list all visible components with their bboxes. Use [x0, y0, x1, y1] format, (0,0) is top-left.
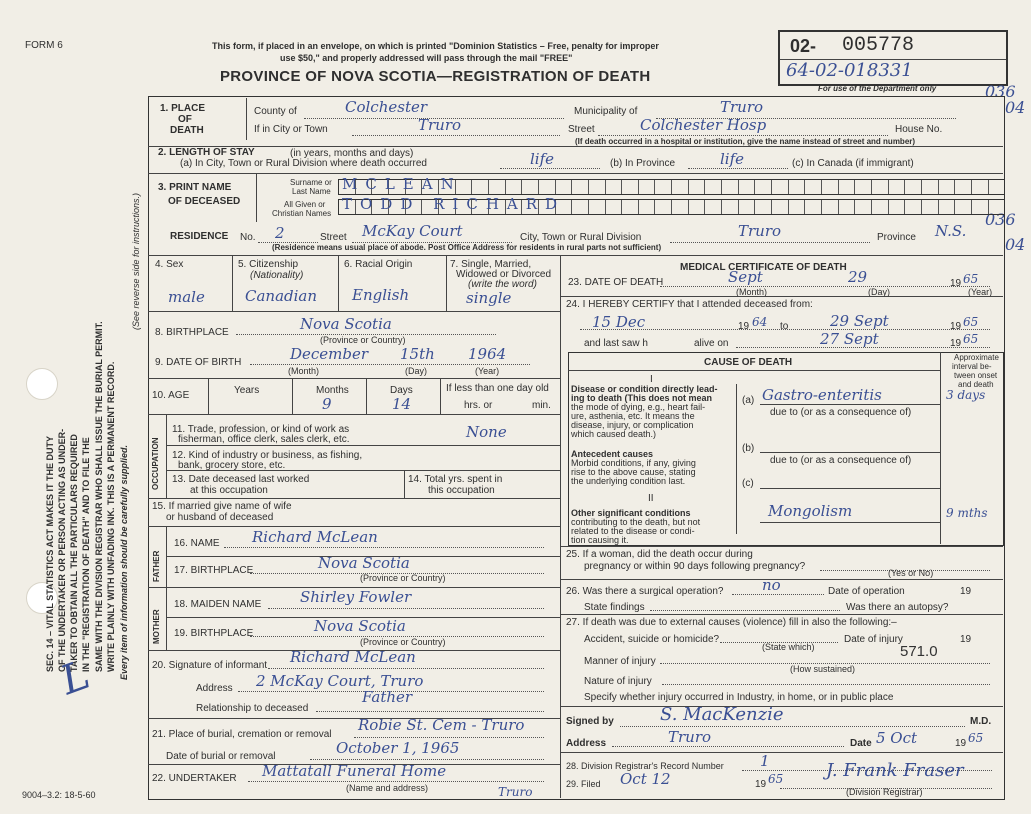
municipality-label: Municipality of	[574, 106, 638, 117]
antecedent-label: rise to the above cause, stating	[571, 467, 696, 477]
undertaker-city: Truro	[498, 785, 533, 799]
year-prefix: 19	[960, 586, 972, 597]
surname-value: MCLEAN	[342, 175, 462, 193]
burial-label: 21. Place of burial, cremation or removal	[152, 729, 332, 740]
q15-label: or husband of deceased	[166, 512, 274, 523]
house-label: House No.	[895, 124, 943, 135]
sign-year: 65	[968, 731, 984, 745]
cause-c-label: (c)	[742, 478, 754, 489]
injury-date-label: Date of injury	[844, 634, 903, 645]
q24-label: 24. I HEREBY CERTIFY that I attended deceased from:	[566, 299, 813, 310]
side-instruction: OF THE UNDERTAKER OR PERSON ACTING AS UNDER-	[57, 428, 67, 672]
filed-year: 65	[768, 772, 784, 786]
specify-label: Specify whether injury occurred in Industry, in home, or in public place	[584, 692, 894, 703]
interval-label: interval be-	[952, 362, 992, 371]
stay-c-label: (c) In Canada (if immigrant)	[792, 158, 914, 169]
days-value: 14	[392, 395, 412, 413]
due-to-label: due to (or as a consequence of)	[770, 407, 912, 418]
undertaker-value: Mattatall Funeral Home	[262, 762, 447, 780]
citizenship-sub: (Nationality)	[250, 270, 304, 281]
q12-label: bank, grocery store, etc.	[178, 460, 286, 471]
margin-code: 036	[985, 82, 1016, 101]
disease-label: which caused death.)	[571, 429, 657, 439]
side-instruction: SAME WITH THE DIVISION REGISTRAR WHO SHALL ISSUE THE BURIAL PERMIT.	[94, 321, 104, 672]
birthplace-sub: (Province or Country)	[320, 335, 406, 345]
informant-signature: Richard McLean	[290, 648, 416, 666]
margin-mark: L	[54, 651, 96, 705]
county-value: Colchester	[345, 98, 428, 116]
disease-label: Disease or condition directly lead-	[571, 384, 718, 394]
residence-street: McKay Court	[362, 222, 463, 240]
given-label: All Given or	[284, 200, 326, 209]
day-sub: (Day)	[868, 287, 890, 297]
year-prefix: 19	[950, 338, 962, 349]
physician-signature: S. MacKenzie	[660, 704, 784, 725]
due-to-label: due to (or as a consequence of)	[770, 455, 912, 466]
year-sub: (Year)	[968, 287, 993, 297]
signed-label: Signed by	[566, 716, 614, 727]
q15-label: 15. If married give name of wife	[152, 501, 292, 512]
form-number: FORM 6	[25, 40, 63, 51]
disease-label: the mode of dying, e.g., heart fail-	[571, 402, 706, 412]
attended-to: 29 Sept	[830, 312, 889, 330]
citizenship-label: 5. Citizenship	[238, 259, 299, 270]
burial-date-label: Date of burial or removal	[166, 751, 276, 762]
other-conditions-label: Other significant conditions	[571, 508, 691, 518]
mother-birthplace: Nova Scotia	[314, 617, 406, 635]
residence-label: RESIDENCE	[170, 231, 229, 242]
relation-label: Relationship to deceased	[196, 703, 309, 714]
column-divider	[560, 255, 561, 798]
racial-value: English	[352, 286, 410, 304]
how-sustained-sub: (How sustained)	[790, 664, 856, 674]
given-value: TODD RICHARD	[342, 195, 566, 213]
mother-birthplace-label: 19. BIRTHPLACE	[174, 628, 254, 639]
medical-heading: MEDICAL CERTIFICATE OF DEATH	[680, 262, 847, 273]
year-prefix: 19	[960, 634, 972, 645]
cause-heading: CAUSE OF DEATH	[704, 357, 793, 368]
year-prefix: 19	[755, 779, 767, 790]
month-sub: (Month)	[736, 287, 768, 297]
q25-label: 25. If a woman, did the death occur during	[566, 549, 753, 560]
less-day-label: If less than one day old	[446, 383, 549, 394]
q11-label: fisherman, office clerk, sales clerk, etc.	[178, 434, 350, 445]
birthplace-label: 8. BIRTHPLACE	[155, 327, 229, 338]
undertaker-label: 22. UNDERTAKER	[152, 773, 237, 784]
attended-from: 15 Dec	[592, 313, 646, 331]
autopsy-label: Was there an autopsy?	[846, 602, 949, 613]
year-prefix: 19	[955, 738, 967, 749]
undertaker-sub: (Name and address)	[346, 783, 429, 793]
citizenship-value: Canadian	[245, 287, 318, 305]
name-label: 3. PRINT NAME	[158, 182, 232, 193]
disease-label: ure, asthenia, etc. It means the	[571, 411, 695, 421]
day-sub: (Day)	[405, 366, 427, 376]
envelope-note-1: This form, if placed in an envelope, on which is printed "Dominion Statistics – Free, penalty for improper	[212, 41, 659, 51]
place-label: DEATH	[170, 125, 204, 136]
cause-a-label: (a)	[742, 395, 755, 406]
occupation-side-label: OCCUPATION	[151, 437, 160, 490]
department-number: 64-02-018331	[786, 60, 913, 81]
dob-year: 1964	[468, 345, 507, 363]
place-label: OF	[178, 114, 192, 125]
registrar-signature: J. Frank Fraser	[826, 760, 964, 781]
department-use-note: For use of the Department only	[818, 84, 937, 93]
racial-label: 6. Racial Origin	[344, 259, 413, 270]
father-birthplace-label: 17. BIRTHPLACE	[174, 565, 254, 576]
death-month: Sept	[728, 268, 763, 286]
filed-date: Oct 12	[620, 770, 671, 788]
q12-label: 12. Kind of industry or business, as fishing,	[172, 450, 363, 461]
place-label: 1. PLACE	[160, 103, 206, 114]
name-label: OF DECEASED	[168, 196, 241, 207]
interval-label: and death	[958, 380, 994, 389]
findings-label: State findings	[584, 602, 645, 613]
year-prefix: 19	[950, 278, 962, 289]
burial-place: Robie St. Cem - Truro	[358, 716, 525, 734]
sex-value: male	[168, 288, 205, 306]
md-label: M.D.	[970, 716, 992, 727]
burial-date: October 1, 1965	[336, 739, 460, 757]
residence-note: (Residence means usual place of abode. Post Office Address for residents in rural parts not sufficient)	[272, 243, 662, 252]
interval-label: Approximate	[954, 353, 999, 362]
disease-label: disease, injury, or complication	[571, 420, 694, 430]
q11-value: None	[466, 423, 507, 441]
surname-label: Surname or	[290, 178, 332, 187]
side-instruction: TAKER TO OBTAIN ALL THE PARTICULARS REQUIRED	[69, 434, 79, 672]
registration-number: 005778	[842, 34, 915, 57]
disease-label: ing to death (This does not mean	[571, 393, 713, 403]
given-label: Christian Names	[272, 209, 332, 218]
punch-hole	[26, 368, 58, 400]
marital-label: Widowed or Divorced	[456, 269, 552, 280]
margin-code: 036	[985, 210, 1016, 229]
informant-sig-label: 20. Signature of informant	[152, 660, 268, 671]
marital-label: (write the word)	[468, 279, 537, 290]
place-note: (If death occurred in a hospital or institution, give the name instead of street and number)	[575, 137, 916, 146]
min-label: min.	[532, 400, 551, 411]
registrar-sub: (Division Registrar)	[846, 787, 923, 797]
sex-label: 4. Sex	[155, 259, 184, 270]
sign-date-label: Date	[850, 738, 872, 749]
stay-b-value: life	[720, 150, 745, 168]
margin-code: 04	[1005, 235, 1026, 254]
street-label: Street	[568, 124, 595, 135]
side-instruction: SEC. 14 – VITAL STATISTICS ACT MAKES IT THE DUTY	[45, 435, 55, 672]
op-date-label: Date of operation	[828, 586, 905, 597]
q14-label: this occupation	[428, 485, 495, 496]
residence-province: N.S.	[935, 222, 967, 240]
year-sub: (Year)	[475, 366, 500, 376]
physician-address: Truro	[668, 728, 712, 746]
hrs-label: hrs. or	[464, 400, 493, 411]
stay-sub: (in years, months and days)	[290, 148, 414, 159]
antecedent-label: Morbid conditions, if any, giving	[571, 458, 696, 468]
cause-a-interval: 3 days	[946, 388, 986, 402]
q26-label: 26. Was there a surgical operation?	[566, 586, 724, 597]
state-which-sub: (State which)	[762, 642, 815, 652]
street-value: Colchester Hosp	[640, 116, 767, 134]
manner-value: 571.0	[900, 643, 938, 660]
stay-a-value: life	[530, 150, 555, 168]
days-label: Days	[390, 385, 413, 396]
year-prefix: 19	[950, 321, 962, 332]
mother-side-label: MOTHER	[152, 609, 161, 644]
death-day: 29	[848, 268, 868, 286]
q11-label: 11. Trade, profession, or kind of work as	[172, 424, 350, 435]
cause-a-value: Gastro-enteritis	[762, 386, 882, 404]
municipality-value: Truro	[720, 98, 764, 116]
dob-label: 9. DATE OF BIRTH	[155, 357, 242, 368]
residence-city: Truro	[738, 222, 782, 240]
birthplace-value: Nova Scotia	[300, 315, 392, 333]
side-instruction: (See reverse side for instructions.)	[131, 192, 141, 330]
stay-a-label: (a) In City, Town or Rural Division where death occurred	[180, 158, 427, 169]
roman-two: II	[648, 493, 654, 504]
informant-address: 2 McKay Court, Truro	[256, 672, 424, 690]
form-title: PROVINCE OF NOVA SCOTIA—REGISTRATION OF DEATH	[220, 68, 651, 85]
months-label: Months	[316, 385, 349, 396]
residence-street-label: Street	[320, 232, 347, 243]
province-sub: (Province or Country)	[360, 573, 446, 583]
father-name-label: 16. NAME	[174, 538, 220, 549]
month-sub: (Month)	[288, 366, 320, 376]
roman-one: I	[650, 374, 653, 385]
sign-date: 5 Oct	[876, 729, 918, 747]
province-sub: (Province or Country)	[360, 637, 446, 647]
father-name: Richard McLean	[252, 528, 378, 546]
alive-label: alive on	[694, 338, 729, 349]
q25-label: pregnancy or within 90 days following pregnancy?	[584, 561, 806, 572]
other-conditions-value: Mongolism	[768, 502, 853, 520]
nature-label: Nature of injury	[584, 676, 652, 687]
q28-value: 1	[760, 752, 770, 770]
q13-label: at this occupation	[190, 485, 268, 496]
marital-value: single	[466, 289, 512, 307]
q28-label: 28. Division Registrar's Record Number	[566, 761, 724, 771]
other-conditions-label: tion causing it.	[571, 535, 629, 545]
surname-label: Last Name	[292, 187, 331, 196]
other-conditions-label: contributing to the death, but not	[571, 517, 701, 527]
relation-value: Father	[362, 688, 413, 706]
residence-province-label: Province	[877, 232, 916, 243]
yes-no-sub: (Yes or No)	[888, 568, 934, 578]
informant-address-label: Address	[196, 683, 233, 694]
maiden-name: Shirley Fowler	[300, 588, 412, 606]
stay-b-label: (b) In Province	[610, 158, 676, 169]
death-year: 65	[963, 272, 979, 286]
print-code: 9004–3.2: 18-5-60	[22, 790, 96, 800]
manner-label: Manner of injury	[584, 656, 656, 667]
q27-label: 27. If death was due to external causes (violence) fill in also the following:–	[566, 617, 897, 628]
months-value: 9	[322, 395, 332, 413]
antecedent-label: the underlying condition last.	[571, 476, 686, 486]
years-label: Years	[234, 385, 260, 396]
residence-no: 2	[275, 224, 285, 242]
other-interval: 9 mths	[946, 506, 988, 520]
dob-month: December	[290, 345, 369, 363]
marital-label: 7. Single, Married,	[450, 259, 532, 270]
side-instruction: WRITE PLAINLY WITH UNFADING INK. THIS IS A PERMANENT RECORD.	[106, 361, 116, 672]
cause-b-label: (b)	[742, 443, 755, 454]
maiden-name-label: 18. MAIDEN NAME	[174, 599, 262, 610]
q14-label: 14. Total yrs. spent in	[408, 474, 503, 485]
last-year: 65	[963, 332, 979, 346]
q29-label: 29. Filed	[566, 779, 601, 789]
residence-no-label: No.	[240, 232, 256, 243]
physician-address-label: Address	[566, 738, 607, 749]
margin-code: 04	[1005, 98, 1026, 117]
accident-label: Accident, suicide or homicide?	[584, 634, 720, 645]
residence-city-label: City, Town or Rural Division	[520, 232, 642, 243]
dob-day: 15th	[400, 345, 435, 363]
interval-label: tween onset	[954, 371, 998, 380]
year-prefix: 19	[738, 321, 750, 332]
side-instruction: Every item of information should be carefully supplied.	[119, 444, 129, 680]
to-label: to	[780, 321, 789, 332]
stay-label: 2. LENGTH OF STAY	[158, 147, 255, 158]
envelope-note-2: use $50," and properly addressed will pass through the mail "FREE"	[280, 53, 573, 63]
side-instruction: IN THE "REGISTRATION OF DEATH" AND TO FILE THE	[81, 437, 91, 672]
to-year: 65	[963, 315, 979, 329]
father-birthplace: Nova Scotia	[318, 554, 410, 572]
q26-value: no	[762, 576, 781, 594]
last-saw-date: 27 Sept	[820, 330, 879, 348]
q23-label: 23. DATE OF DEATH	[568, 277, 664, 288]
antecedent-label: Antecedent causes	[571, 449, 654, 459]
q13-label: 13. Date deceased last worked	[172, 474, 310, 485]
from-year: 64	[752, 315, 768, 329]
father-side-label: FATHER	[152, 550, 161, 582]
registration-prefix: 02-	[790, 36, 817, 56]
county-label: County of	[254, 106, 297, 117]
city-label: If in City or Town	[254, 124, 328, 135]
age-label: 10. AGE	[152, 390, 190, 401]
other-conditions-label: related to the disease or condi-	[571, 526, 695, 536]
last-saw-label: and last saw h	[584, 338, 648, 349]
city-value: Truro	[418, 116, 462, 134]
